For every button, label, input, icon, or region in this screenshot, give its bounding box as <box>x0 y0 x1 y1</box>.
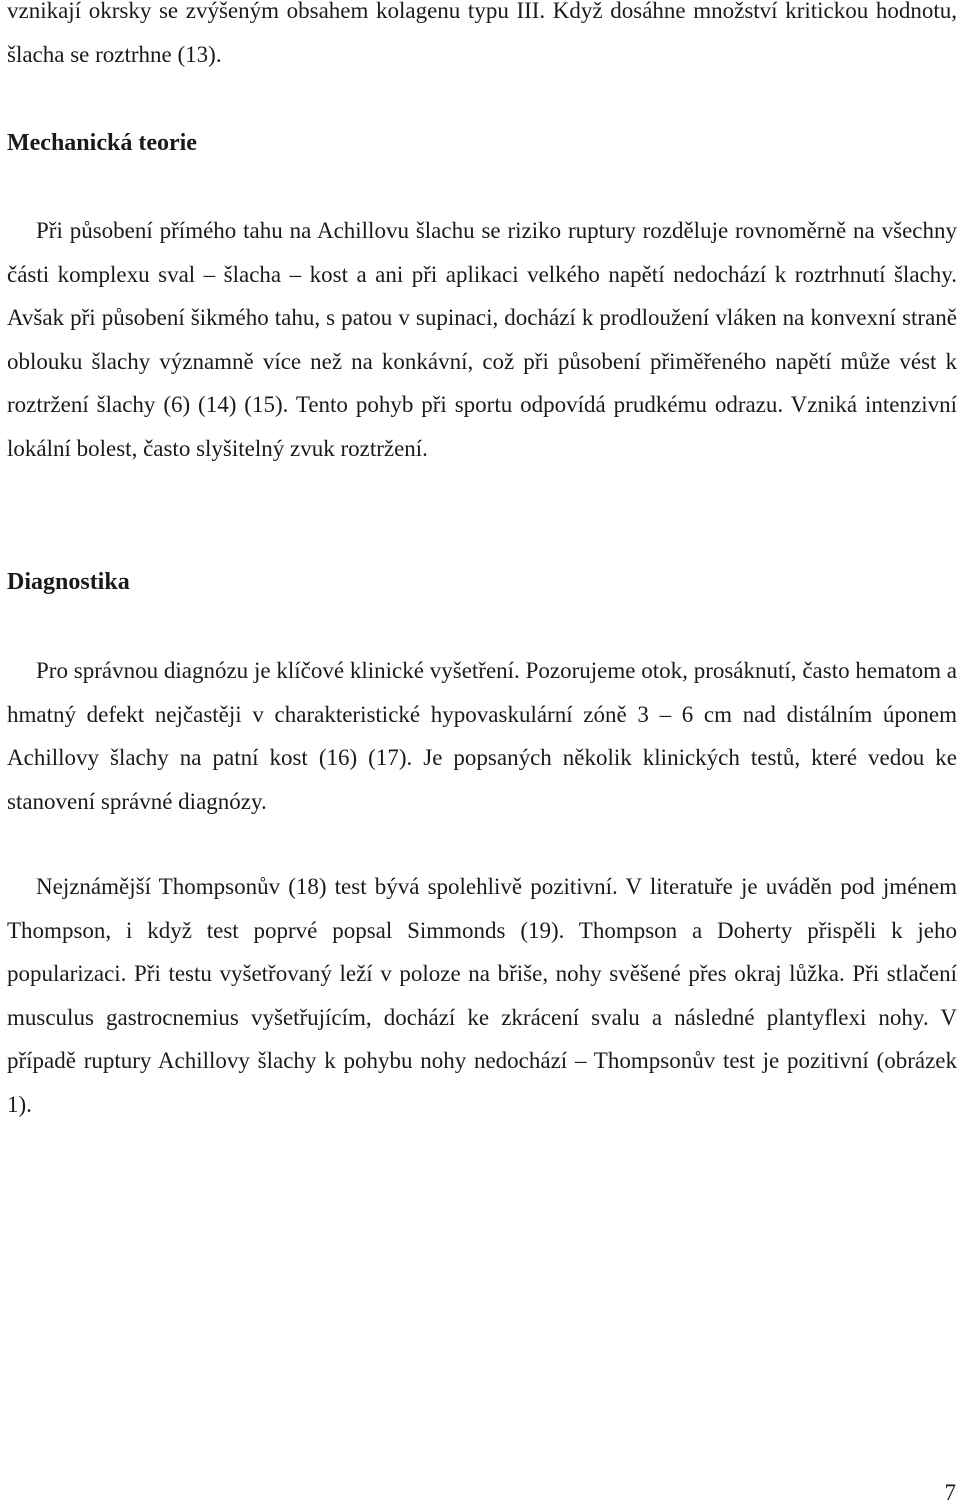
paragraph-diagnostika: Pro správnou diagnózu je klíčové klinické vyšetření. Pozorujeme otok, prosáknutí, často hematom a hmatný defekt nejčastěji v charakteristické hypovaskulární zóně 3 – 6 cm nad distálním úponem Achillovy šlachy na patní kost (16) (17). Je popsaných několik klinických testů, které vedou ke stanovení správné diagnózy. <box>7 658 957 814</box>
paragraph-thompson-test: Nejznámější Thompsonův (18) test bývá spolehlivě pozitivní. V literatuře je uváděn pod jménem Thompson, i když test poprvé popsal Simmonds (19). Thompson a Doherty přispěli k jeho popularizaci. Při testu vyšetřovaný leží v poloze na břiše, nohy svěšené přes okraj lůžka. Při stlačení musculus gastrocnemius vyšetřujícím, dochází ke zkrácení svalu a následné plantyflexi nohy. V případě ruptury Achillovy šlachy k pohybu nohy nedochází – Thompsonův test je pozitivní (obrázek 1). <box>7 874 957 1117</box>
section-heading-diagnostika: Diagnostika <box>7 569 130 595</box>
page-number: 7 <box>944 1480 956 1505</box>
section-heading-mechanicka-teorie: Mechanická teorie <box>7 130 197 156</box>
intro-paragraph: vznikají okrsky se zvýšeným obsahem kolagenu typu III. Když dosáhne množství kritickou hodnotu, šlacha se roztrhne (13). <box>7 0 957 67</box>
paragraph-mechanicka-teorie: Při působení přímého tahu na Achillovu šlachu se riziko ruptury rozděluje rovnoměrně na všechny části komplexu sval – šlacha – kost a ani při aplikaci velkého napětí nedochází k roztrhnutí šlachy. Avšak při působení šikmého tahu, s patou v supinaci, dochází k prodloužení vláken na konvexní straně oblouku šlachy významně více než na konkávní, což při působení přiměřeného napětí může vést k roztržení šlachy (6) (14) (15). Tento pohyb při sportu odpovídá prudkému odrazu. Vzniká intenzivní lokální bolest, často slyšitelný zvuk roztržení. <box>7 218 957 461</box>
